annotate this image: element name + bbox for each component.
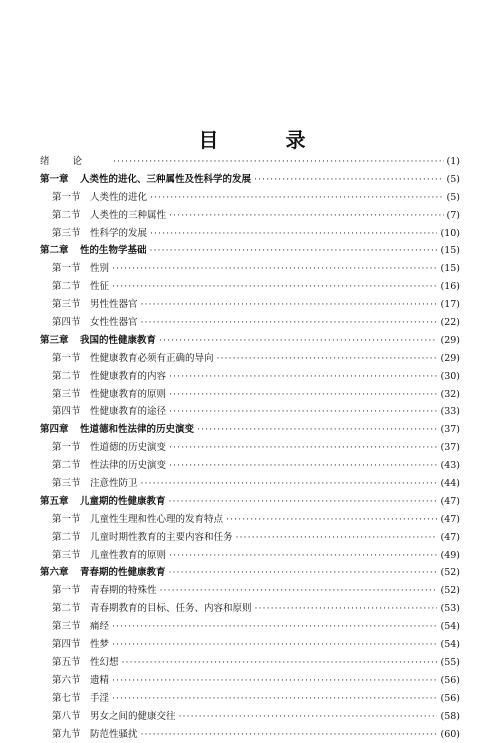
toc-entry-number: 第三节 bbox=[52, 618, 90, 636]
toc-intro-row bbox=[40, 153, 460, 171]
toc-entry-number: 第五节 bbox=[52, 654, 90, 672]
toc-entry-number: 第三节 bbox=[52, 386, 90, 404]
toc-chapter-row bbox=[40, 564, 460, 582]
toc-entry-title: 性法律的历史演变 bbox=[90, 457, 166, 475]
toc-section-row bbox=[40, 189, 460, 207]
toc-entry-number: 第一节 bbox=[52, 511, 90, 529]
toc-leader-dots bbox=[179, 708, 438, 726]
toc-section-row bbox=[40, 350, 460, 368]
toc-entry-number: 绪 论 bbox=[40, 153, 110, 171]
toc-list bbox=[40, 153, 460, 743]
toc-leader-dots bbox=[112, 618, 437, 636]
toc-page-number: (30) bbox=[440, 368, 460, 386]
toc-entry-number: 第二章 bbox=[40, 242, 80, 260]
toc-page-number: (47) bbox=[440, 529, 460, 547]
toc-page-number: (37) bbox=[440, 421, 460, 439]
toc-section-row bbox=[40, 690, 460, 708]
toc-entry-number: 第九节 bbox=[52, 726, 90, 743]
toc-entry-title: 痛经 bbox=[90, 618, 109, 636]
toc-section-row bbox=[40, 708, 460, 726]
toc-leader-dots bbox=[160, 582, 438, 600]
toc-entry-title: 人类性的三种属性 bbox=[90, 207, 166, 225]
toc-entry-number: 第四节 bbox=[52, 314, 90, 332]
toc-page-number: (54) bbox=[440, 618, 460, 636]
toc-entry-number: 第四节 bbox=[52, 636, 90, 654]
toc-entry-title: 我国的性健康教育 bbox=[80, 332, 156, 350]
toc-page-number: (29) bbox=[440, 350, 460, 368]
toc-leader-dots bbox=[141, 314, 438, 332]
toc-page-number: (55) bbox=[440, 654, 460, 672]
toc-page-number: (33) bbox=[440, 403, 460, 421]
toc-page-number: (10) bbox=[440, 225, 460, 243]
toc-entry-title: 注意性防卫 bbox=[90, 475, 138, 493]
toc-section-row bbox=[40, 529, 460, 547]
toc-entry-title: 性梦 bbox=[90, 636, 109, 654]
toc-section-row bbox=[40, 618, 460, 636]
toc-entry-number: 第三章 bbox=[40, 332, 80, 350]
toc-leader-dots bbox=[169, 564, 438, 582]
toc-leader-dots bbox=[169, 439, 437, 457]
toc-entry-number: 第二节 bbox=[52, 207, 90, 225]
toc-entry-number: 第三节 bbox=[52, 225, 90, 243]
toc-entry-title: 性道德的历史演变 bbox=[90, 439, 166, 457]
toc-section-row bbox=[40, 225, 460, 243]
toc-entry-number: 第四章 bbox=[40, 421, 80, 439]
toc-page-number: (58) bbox=[440, 708, 460, 726]
toc-page-number: (44) bbox=[440, 475, 460, 493]
toc-section-row bbox=[40, 654, 460, 672]
toc-leader-dots bbox=[217, 350, 438, 368]
toc-entry-number: 第二节 bbox=[52, 457, 90, 475]
toc-leader-dots bbox=[169, 457, 437, 475]
toc-entry-number: 第七节 bbox=[52, 690, 90, 708]
toc-entry-number: 第一节 bbox=[52, 189, 90, 207]
toc-chapter-row bbox=[40, 242, 460, 260]
toc-page-number: (7) bbox=[447, 207, 460, 225]
toc-page-number: (56) bbox=[440, 672, 460, 690]
toc-leader-dots bbox=[112, 690, 437, 708]
toc-entry-number: 第四节 bbox=[52, 403, 90, 421]
toc-entry-number: 第三节 bbox=[52, 547, 90, 565]
toc-page-number: (52) bbox=[440, 564, 460, 582]
toc-leader-dots bbox=[254, 171, 444, 189]
toc-entry-number: 第一节 bbox=[52, 260, 90, 278]
toc-entry-title: 男性性器官 bbox=[90, 296, 138, 314]
toc-leader-dots bbox=[159, 332, 437, 350]
toc-entry-title: 性健康教育的内容 bbox=[90, 368, 166, 386]
toc-entry-title: 性的生物学基础 bbox=[80, 242, 147, 260]
toc-page-number: (47) bbox=[440, 511, 460, 529]
toc-leader-dots bbox=[112, 636, 437, 654]
toc-entry-number: 第八节 bbox=[52, 708, 90, 726]
toc-section-row bbox=[40, 386, 460, 404]
toc-leader-dots bbox=[169, 493, 438, 511]
toc-section-row bbox=[40, 207, 460, 225]
toc-entry-number: 第一节 bbox=[52, 350, 90, 368]
toc-entry-title: 性健康教育的途径 bbox=[90, 403, 166, 421]
toc-leader-dots bbox=[112, 672, 437, 690]
toc-entry-title: 儿童性生理和性心理的发育特点 bbox=[90, 511, 223, 529]
toc-section-row bbox=[40, 260, 460, 278]
toc-entry-title: 人类性的进化 bbox=[90, 189, 147, 207]
toc-page-number: (43) bbox=[440, 457, 460, 475]
toc-section-row bbox=[40, 600, 460, 618]
toc-page-number: (60) bbox=[440, 726, 460, 743]
toc-leader-dots bbox=[141, 475, 438, 493]
page-title: 目 录 bbox=[0, 124, 504, 153]
toc-leader-dots bbox=[169, 547, 437, 565]
toc-section-row bbox=[40, 547, 460, 565]
toc-leader-dots bbox=[169, 207, 444, 225]
toc-leader-dots bbox=[112, 278, 437, 296]
toc-section-row bbox=[40, 278, 460, 296]
toc-page-number: (54) bbox=[440, 636, 460, 654]
toc-page-number: (49) bbox=[440, 547, 460, 565]
toc-entry-title: 儿童时期性教育的主要内容和任务 bbox=[90, 529, 233, 547]
toc-entry-number: 第二节 bbox=[52, 600, 90, 618]
toc-leader-dots bbox=[197, 421, 437, 439]
toc-leader-dots bbox=[169, 403, 437, 421]
toc-entry-title: 手淫 bbox=[90, 690, 109, 708]
toc-leader-dots bbox=[141, 296, 438, 314]
toc-leader-dots bbox=[150, 189, 444, 207]
toc-entry-title: 女性性器官 bbox=[90, 314, 138, 332]
toc-page-number: (56) bbox=[440, 690, 460, 708]
toc-entry-number: 第二节 bbox=[52, 368, 90, 386]
toc-entry-title: 性健康教育的原则 bbox=[90, 386, 166, 404]
toc-leader-dots bbox=[122, 654, 438, 672]
toc-leader-dots bbox=[169, 386, 437, 404]
toc-chapter-row bbox=[40, 421, 460, 439]
toc-section-row bbox=[40, 457, 460, 475]
toc-section-row bbox=[40, 636, 460, 654]
toc-section-row bbox=[40, 403, 460, 421]
toc-chapter-row bbox=[40, 493, 460, 511]
toc-page-number: (1) bbox=[447, 153, 460, 171]
toc-entry-title: 儿童期的性健康教育 bbox=[80, 493, 166, 511]
toc-page-number: (52) bbox=[440, 582, 460, 600]
toc-leader-dots bbox=[255, 600, 438, 618]
toc-page-number: (37) bbox=[440, 439, 460, 457]
toc-section-row bbox=[40, 296, 460, 314]
toc-entry-number: 第六章 bbox=[40, 564, 80, 582]
toc-entry-number: 第三节 bbox=[52, 475, 90, 493]
toc-section-row bbox=[40, 475, 460, 493]
toc-entry-number: 第三节 bbox=[52, 296, 90, 314]
toc-entry-title: 遗精 bbox=[90, 672, 109, 690]
toc-section-row bbox=[40, 672, 460, 690]
toc-leader-dots bbox=[112, 260, 437, 278]
toc-page-number: (15) bbox=[440, 260, 460, 278]
toc-leader-dots bbox=[169, 368, 437, 386]
toc-entry-number: 第二节 bbox=[52, 529, 90, 547]
toc-entry-title: 青春期的特殊性 bbox=[90, 582, 157, 600]
toc-entry-number: 第六节 bbox=[52, 672, 90, 690]
toc-entry-title: 青春期教育的目标、任务、内容和原则 bbox=[90, 600, 252, 618]
toc-entry-number: 第二节 bbox=[52, 278, 90, 296]
toc-page-number: (47) bbox=[440, 493, 460, 511]
toc-page-number: (29) bbox=[440, 332, 460, 350]
toc-entry-title: 人类性的进化、三种属性及性科学的发展 bbox=[80, 171, 251, 189]
toc-entry-title: 性健康教育必须有正确的导向 bbox=[90, 350, 214, 368]
toc-page-number: (15) bbox=[440, 242, 460, 260]
toc-leader-dots bbox=[113, 153, 444, 171]
toc-entry-title: 性幻想 bbox=[90, 654, 119, 672]
toc-entry-title: 防范性骚扰 bbox=[90, 726, 138, 743]
toc-section-row bbox=[40, 726, 460, 743]
toc-entry-title: 性道德和性法律的历史演变 bbox=[80, 421, 194, 439]
toc-section-row bbox=[40, 314, 460, 332]
toc-leader-dots bbox=[141, 726, 438, 743]
toc-page-number: (22) bbox=[440, 314, 460, 332]
toc-page-number: (16) bbox=[440, 278, 460, 296]
toc-section-row bbox=[40, 582, 460, 600]
toc-entry-number: 第五章 bbox=[40, 493, 80, 511]
toc-entry-title: 性别 bbox=[90, 260, 109, 278]
toc-page-number: (5) bbox=[447, 171, 460, 189]
toc-section-row bbox=[40, 439, 460, 457]
toc-page-number: (5) bbox=[447, 189, 460, 207]
toc-entry-title: 男女之间的健康交往 bbox=[90, 708, 176, 726]
toc-entry-number: 第一节 bbox=[52, 582, 90, 600]
toc-chapter-row bbox=[40, 171, 460, 189]
toc-leader-dots bbox=[150, 242, 438, 260]
toc-leader-dots bbox=[226, 511, 437, 529]
toc-page-number: (53) bbox=[440, 600, 460, 618]
toc-entry-number: 第一章 bbox=[40, 171, 80, 189]
toc-entry-title: 儿童性教育的原则 bbox=[90, 547, 166, 565]
toc-chapter-row bbox=[40, 332, 460, 350]
toc-entry-title: 性科学的发展 bbox=[90, 225, 147, 243]
toc-entry-title: 性征 bbox=[90, 278, 109, 296]
toc-page-number: (32) bbox=[440, 386, 460, 404]
toc-entry-number: 第一节 bbox=[52, 439, 90, 457]
toc-leader-dots bbox=[150, 225, 437, 243]
toc-section-row bbox=[40, 368, 460, 386]
toc-entry-title: 青春期的性健康教育 bbox=[80, 564, 166, 582]
toc-leader-dots bbox=[236, 529, 438, 547]
toc-section-row bbox=[40, 511, 460, 529]
toc-page-number: (17) bbox=[440, 296, 460, 314]
